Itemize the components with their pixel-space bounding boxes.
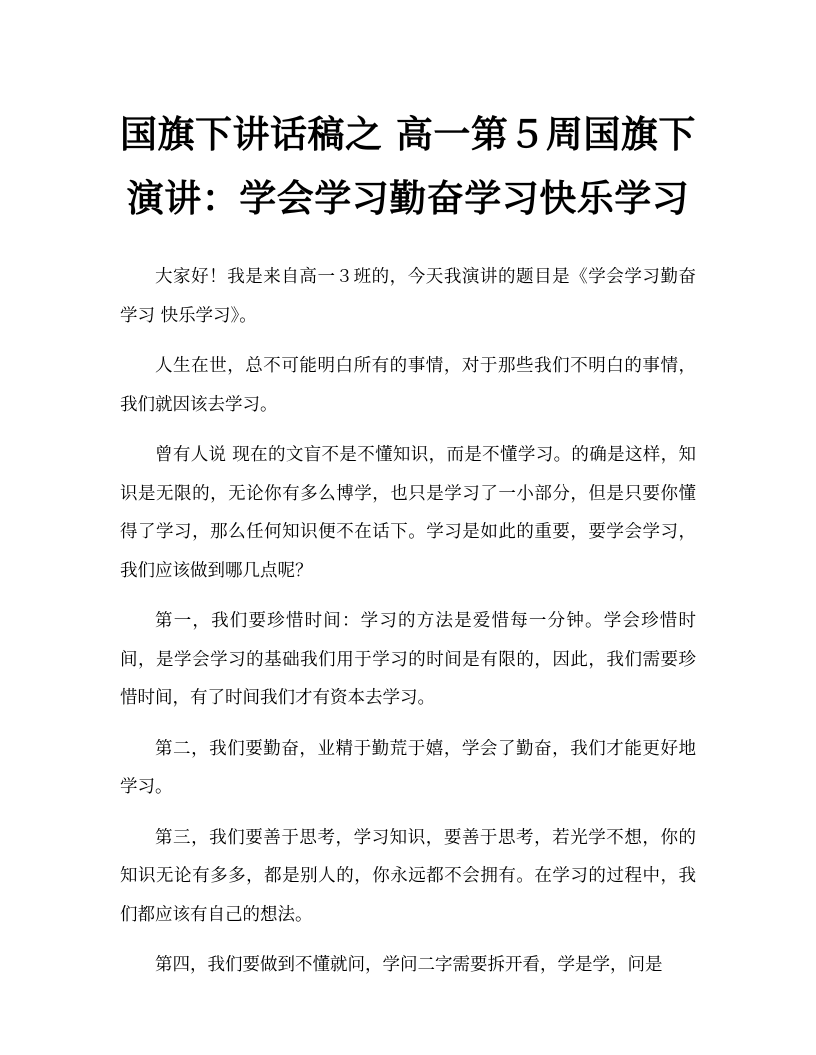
paragraph-point-one: 第一，我们要珍惜时间：学习的方法是爱惜每一分钟。学会珍惜时间，是学会学习的基础我们用于学习的时间是有限的，因此，我们需要珍惜时间，有了时间我们才有资本去学习。 <box>120 611 696 708</box>
document-title: 国旗下讲话稿之 高一第５周国旗下演讲：学会学习勤奋学习快乐学习 <box>120 112 696 220</box>
paragraph-intro: 人生在世，总不可能明白所有的事情，对于那些我们不明白的事情，我们就因该去学习。 <box>120 356 696 415</box>
paragraph-greeting: 大家好！我是来自高一３班的，今天我演讲的题目是《学会学习勤奋学习 快乐学习》。 <box>120 267 696 326</box>
paragraph-point-four: 第四，我们要做到不懂就问，学问二字需要拆开看，学是学，问是 <box>155 955 663 975</box>
document-body <box>120 258 696 997</box>
paragraph-importance: 曾有人说 现在的文盲不是不懂知识，而是不懂学习。的确是这样，知识是无限的，无论你有多么博学，也只是学习了一小部分，但是只要你懂得了学习，那么任何知识便不在话下。学习是如此的重要，要学会学习，我们应该做到哪几点呢？ <box>120 445 696 581</box>
paragraph-point-three: 第三，我们要善于思考，学习知识，要善于思考，若光学不想，你的知识无论有多多，都是别人的，你永远都不会拥有。在学习的过程中，我们都应该有自己的想法。 <box>120 827 696 925</box>
paragraph-point-two: 第二，我们要勤奋，业精于勤荒于嬉，学会了勤奋，我们才能更好地学习。 <box>120 738 696 797</box>
